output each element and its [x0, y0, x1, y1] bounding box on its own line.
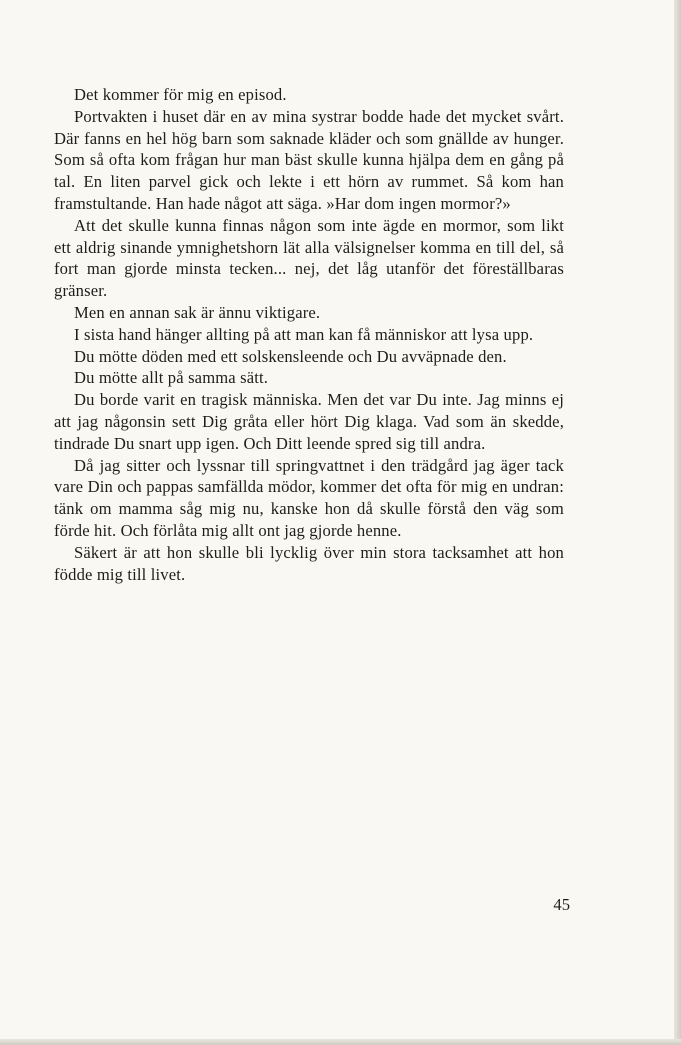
- paragraph: Du mötte döden med ett solskensleende och Du avväpnade den.: [74, 346, 507, 366]
- page-number: 45: [553, 895, 570, 914]
- page-edge: [674, 0, 681, 1045]
- paragraph: Då jag sitter och lyssnar till springvattnet i den trädgård jag äger tack vare Din och pappas samfällda mödor, kommer det ofta för mig en undran: tänk om mamma såg mig nu, kanske hon då skulle förstå den väg som förde hit. Och förlåta mig allt ont jag gjorde henne.: [54, 455, 564, 540]
- paragraph: I sista hand hänger allting på att man kan få människor att lysa upp.: [74, 324, 534, 344]
- page-edge-bottom: [0, 1039, 681, 1045]
- paragraph: Du mötte allt på samma sätt.: [74, 368, 269, 388]
- body-text: [54, 84, 564, 585]
- paragraph: Att det skulle kunna finnas någon som inte ägde en mormor, som likt ett aldrig sinande ymnighetshorn lät alla välsignelser komma en till del, så fort man gjorde minsta tecken... nej, det låg utanför det föreställbaras gränser.: [54, 215, 564, 301]
- paragraph: Portvakten i huset där en av mina systrar bodde hade det mycket svårt. Där fanns en hel hög barn som saknade kläder och som gnällde av hunger. Som så ofta kom frågan hur man bäst skulle kunna hjälpa dem en gång på tal. En liten parvel gick och lekte i ett hörn av rummet. Så kom han framstultande. Han hade något att säga. »Har dom ingen mormor?»: [54, 106, 564, 213]
- paragraph: Säkert är att hon skulle bli lycklig över min stora tacksamhet att hon födde mig till livet.: [54, 542, 564, 584]
- paragraph: Det kommer för mig en episod.: [74, 85, 287, 104]
- paragraph: Du borde varit en tragisk människa. Men det var Du inte. Jag minns ej att jag någonsin sett Dig gråta eller hört Dig klaga. Vad som än skedde, tindrade Du snart upp igen. Och Ditt leende spred sig till andra.: [54, 390, 564, 453]
- paragraph: Men en annan sak är ännu viktigare.: [74, 302, 321, 322]
